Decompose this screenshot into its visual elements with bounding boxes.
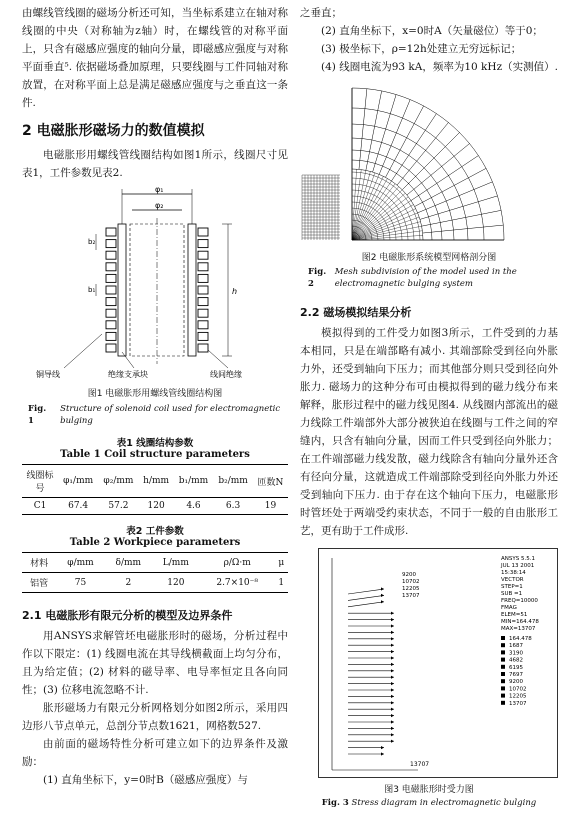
legend-swatch bbox=[501, 686, 505, 690]
table-1-header: φ₁/mm bbox=[63, 476, 94, 486]
ansys-info-line: MAX=13707 bbox=[501, 626, 536, 632]
table-1-header-row bbox=[22, 465, 288, 498]
figure-3-caption-en-text: Stress diagram in electromagnetic bulging bbox=[351, 798, 537, 808]
coil-turn bbox=[198, 274, 208, 282]
table-2 bbox=[22, 552, 288, 593]
legend-swatch bbox=[501, 643, 505, 647]
figure-1-caption-en bbox=[22, 403, 288, 427]
table-1-header: 匝数N bbox=[257, 477, 284, 488]
intro-paragraph: 由螺线管线圈的磁场分析还可知，当坐标系建立在轴对称线圈的中央（对称轴为z轴）时，在螺线管的对称平面上，只含有磁感应强度的轴向分量，即磁感应强度与对称平面垂直⁵. 依据磁场叠加原理，只要线圈与工件同轴对称放置，在对称平面上总是满足磁感应强度与之垂直这一条件. bbox=[22, 7, 288, 109]
table-cell: 2.7×10⁻⁸ bbox=[216, 577, 259, 588]
solenoid-coil-diagram bbox=[22, 184, 288, 384]
table-1-header: b₁/mm bbox=[178, 476, 209, 486]
table-2-caption-en: Table 2 Workpiece parameters bbox=[69, 537, 241, 548]
ansys-info-line: FREQ=10000 bbox=[501, 598, 538, 604]
figure-2-number: Fig. 2 bbox=[308, 267, 327, 289]
section-2-1-heading: 2.1 电磁胀形有限元分析的模型及边界条件 bbox=[22, 609, 233, 622]
figure-2-caption-en-text: Mesh subdivision of the model used in the electromagnetic bulging system bbox=[334, 267, 517, 289]
coil-turn bbox=[106, 344, 116, 352]
coil-turn bbox=[106, 228, 116, 236]
ansys-info-line: JUL 13 2001 bbox=[501, 563, 535, 569]
phi1-label: φ₁ bbox=[155, 185, 164, 194]
coil-turn bbox=[198, 240, 208, 248]
figure-3-caption-en bbox=[300, 797, 558, 809]
table-2-header: μ bbox=[278, 557, 285, 568]
table-row bbox=[22, 573, 288, 593]
legend-value: 13707 bbox=[509, 700, 527, 707]
legend-swatch bbox=[501, 694, 505, 698]
coil-turn bbox=[198, 263, 208, 271]
figure-1-number: Fig. 1 bbox=[28, 404, 47, 426]
table-1-header: 线圈标号 bbox=[26, 471, 54, 494]
vector-value-label: 10702 bbox=[402, 579, 420, 585]
phi2-label: φ₂ bbox=[155, 201, 164, 210]
h-label: h bbox=[232, 287, 238, 296]
coil-turn bbox=[106, 332, 116, 340]
vector-value-label: 12205 bbox=[402, 586, 420, 592]
legend-value: 3190 bbox=[509, 650, 523, 657]
legend-value: 9200 bbox=[509, 679, 523, 686]
table-1-header: h/mm bbox=[143, 476, 170, 486]
table-cell: 1 bbox=[278, 577, 285, 588]
ansys-info-line: ANSYS 5.5.1 bbox=[501, 556, 535, 562]
coil-turn bbox=[106, 298, 116, 306]
mesh-grid bbox=[302, 88, 504, 240]
vector-value-label: 13707 bbox=[402, 593, 420, 599]
coil-turn bbox=[198, 309, 208, 317]
table-1-header: b₂/mm bbox=[218, 476, 248, 486]
legend-swatch bbox=[501, 679, 505, 683]
figure-2 bbox=[300, 80, 558, 248]
ansys-info-line: STEP=1 bbox=[501, 584, 523, 590]
right-column bbox=[300, 0, 558, 809]
table-2-header: φ/mm bbox=[67, 557, 94, 568]
coil-turn bbox=[106, 251, 116, 259]
b1-label: b₁ bbox=[88, 286, 96, 294]
coil-turn bbox=[106, 263, 116, 271]
section-2-heading: 2 电磁胀形磁场力的数值模拟 bbox=[22, 123, 205, 139]
table-1-header: φ₂/mm bbox=[103, 476, 134, 486]
table-cell: 67.4 bbox=[68, 501, 89, 511]
figure-3-caption-cn: 图3 电磁胀形时受力图 bbox=[384, 785, 474, 795]
ansys-info-line: 15:38:14 bbox=[501, 570, 526, 576]
coil-turn bbox=[198, 228, 208, 236]
table-cell: 120 bbox=[147, 501, 165, 511]
table-cell: 4.6 bbox=[186, 501, 201, 511]
ansys-info-line: FMAG bbox=[501, 605, 517, 611]
coil-turn bbox=[106, 321, 116, 329]
figure-1-caption-cn: 图1 电磁胀形用螺线管线圈结构图 bbox=[87, 389, 223, 399]
table-2-header: 材料 bbox=[30, 559, 49, 569]
coil-turns-left bbox=[106, 228, 116, 352]
bottom-value-label: 13707 bbox=[410, 761, 430, 768]
coil-turn bbox=[106, 309, 116, 317]
table-cell: C1 bbox=[33, 501, 47, 511]
b2-label: b₂ bbox=[88, 238, 96, 246]
table-2-header: δ/mm bbox=[115, 557, 142, 568]
figure-1-caption-en-text: Structure of solenoid coil used for electromagnetic bulging bbox=[60, 404, 281, 426]
section-2-2-heading: 2.2 磁场模拟结果分析 bbox=[300, 306, 412, 319]
table-row bbox=[22, 498, 288, 515]
legend-value: 164.478 bbox=[509, 636, 532, 642]
table-1-caption-cn: 表1 线圈结构参数 bbox=[116, 438, 194, 449]
coil-turn bbox=[106, 274, 116, 282]
coil-turn bbox=[198, 344, 208, 352]
coil-turn bbox=[106, 240, 116, 248]
boundary-condition-3: (3) 极坐标下，ρ=12h处建立无穷远标记； bbox=[321, 43, 522, 55]
mesh-subdivision-diagram bbox=[300, 80, 558, 248]
table-2-header: L/mm bbox=[162, 557, 189, 568]
figure-3 bbox=[318, 548, 558, 778]
table-2-caption-cn: 表2 工件参数 bbox=[126, 526, 184, 537]
left-column bbox=[22, 0, 288, 789]
legend-value: 7697 bbox=[509, 672, 523, 678]
force-vector-diagram bbox=[318, 548, 558, 778]
section-2-1-paragraph-1: 用ANSYS求解管坯电磁胀形时的磁场，分析过程中作以下限定：(1) 线圈电流在其导线横截面上均匀分布，且为给定值；(2) 材料的磁导率、电导率恒定且各向同性；(3) 位移电流忽略不计. bbox=[22, 630, 288, 696]
legend-value: 10702 bbox=[509, 686, 527, 693]
table-cell: 19 bbox=[264, 501, 277, 511]
coil-turn bbox=[198, 286, 208, 294]
copper-wire-label: 铜导线 bbox=[36, 370, 60, 379]
legend-value: 4682 bbox=[509, 657, 523, 664]
table-cell: 57.2 bbox=[108, 501, 129, 511]
inter-turn-insulation-label: 线间绝缘 bbox=[210, 370, 242, 379]
table-cell: 铝管 bbox=[30, 579, 49, 589]
table-2-header: ρ/Ω·m bbox=[223, 557, 251, 568]
coil-turn bbox=[198, 321, 208, 329]
figure-2-caption-cn: 图2 电磁胀形系统模型网格剖分图 bbox=[361, 253, 497, 263]
table-cell: 2 bbox=[125, 577, 132, 588]
coil-turn bbox=[198, 298, 208, 306]
figure-1 bbox=[22, 184, 288, 384]
legend-swatch bbox=[501, 665, 505, 669]
ansys-info-line: VECTOR bbox=[501, 577, 524, 583]
section-2-2-paragraph: 模拟得到的工件受力如图3所示，工件受到的力基本相同，只是在端部略有减小. 其端部除受到径向外胀力外，还受到轴向下压力；而其他部分则只受到径向外胀力. 磁场力的这种分布可由模拟得到的磁力线分布来解释，胀形过程中的磁力线见图4. 从线圈内部流出的磁力线除工件端部外大部分被狭迫在线圈与工件之间的窄缝内，只含有轴向分量，因而工件只受到径向外胀力；在工件端部磁力线发散，磁力线除含有轴向分量外还含有径向分量，这就造成工件端部除受到径向外胀力外还受到轴向下压力. 由于存在这个轴向下压力，电磁胀形时管坯处于两端受约束状态，不同于一般的自由胀形工艺，更有助于工件成形. bbox=[300, 327, 558, 537]
section-2-1-paragraph-3: 由前面的磁场特性分析可建立如下的边界条件及激励： bbox=[22, 738, 288, 768]
legend-value: 12205 bbox=[509, 693, 527, 700]
ansys-info-line: MIN=164.478 bbox=[501, 619, 539, 625]
table-cell: 120 bbox=[167, 577, 185, 588]
legend-swatch bbox=[501, 636, 505, 640]
legend-value: 1687 bbox=[509, 643, 523, 650]
continuation-text: 之垂直； bbox=[300, 7, 342, 19]
boundary-condition-4: (4) 线圈电流为93 kA，频率为10 kHz（实测值）. bbox=[321, 61, 558, 73]
section-2-1-paragraph-4: (1) 直角坐标下，y=0时B（磁感应强度）与 bbox=[43, 774, 248, 786]
figure-3-number: Fig. 3 bbox=[321, 798, 349, 808]
section-2-1-paragraph-2: 胀形磁场力有限元分析网格划分如图2所示，采用四边形八节点单元，总剖分节点数1621，网格数527. bbox=[22, 702, 288, 732]
coil-turn bbox=[198, 332, 208, 340]
figure-2-caption-en bbox=[300, 266, 558, 290]
section-2-paragraph: 电磁胀形用螺线管线圈结构如图1所示，线圈尺寸见表1，工件参数见表2. bbox=[22, 149, 288, 179]
legend-value: 6195 bbox=[509, 664, 523, 671]
boundary-condition-2: (2) 直角坐标下，x=0时A（矢量磁位）等于0； bbox=[321, 25, 543, 37]
coil-turn bbox=[106, 286, 116, 294]
table-cell: 75 bbox=[74, 577, 87, 588]
legend-swatch bbox=[501, 658, 505, 662]
legend-swatch bbox=[501, 701, 505, 705]
coil-turns-right bbox=[198, 228, 208, 352]
insulating-support-label: 绝缘支承块 bbox=[108, 370, 148, 379]
coil-turn bbox=[198, 251, 208, 259]
ansys-info-line: SUB =1 bbox=[501, 591, 523, 597]
legend-swatch bbox=[501, 672, 505, 676]
ansys-info-line: ELEM=51 bbox=[501, 612, 528, 618]
table-2-header-row bbox=[22, 553, 288, 573]
legend-swatch bbox=[501, 650, 505, 654]
vector-value-label: 9200 bbox=[402, 572, 416, 578]
table-cell: 6.3 bbox=[225, 501, 241, 511]
table-1-caption-en: Table 1 Coil structure parameters bbox=[60, 449, 250, 460]
table-1 bbox=[22, 464, 288, 515]
